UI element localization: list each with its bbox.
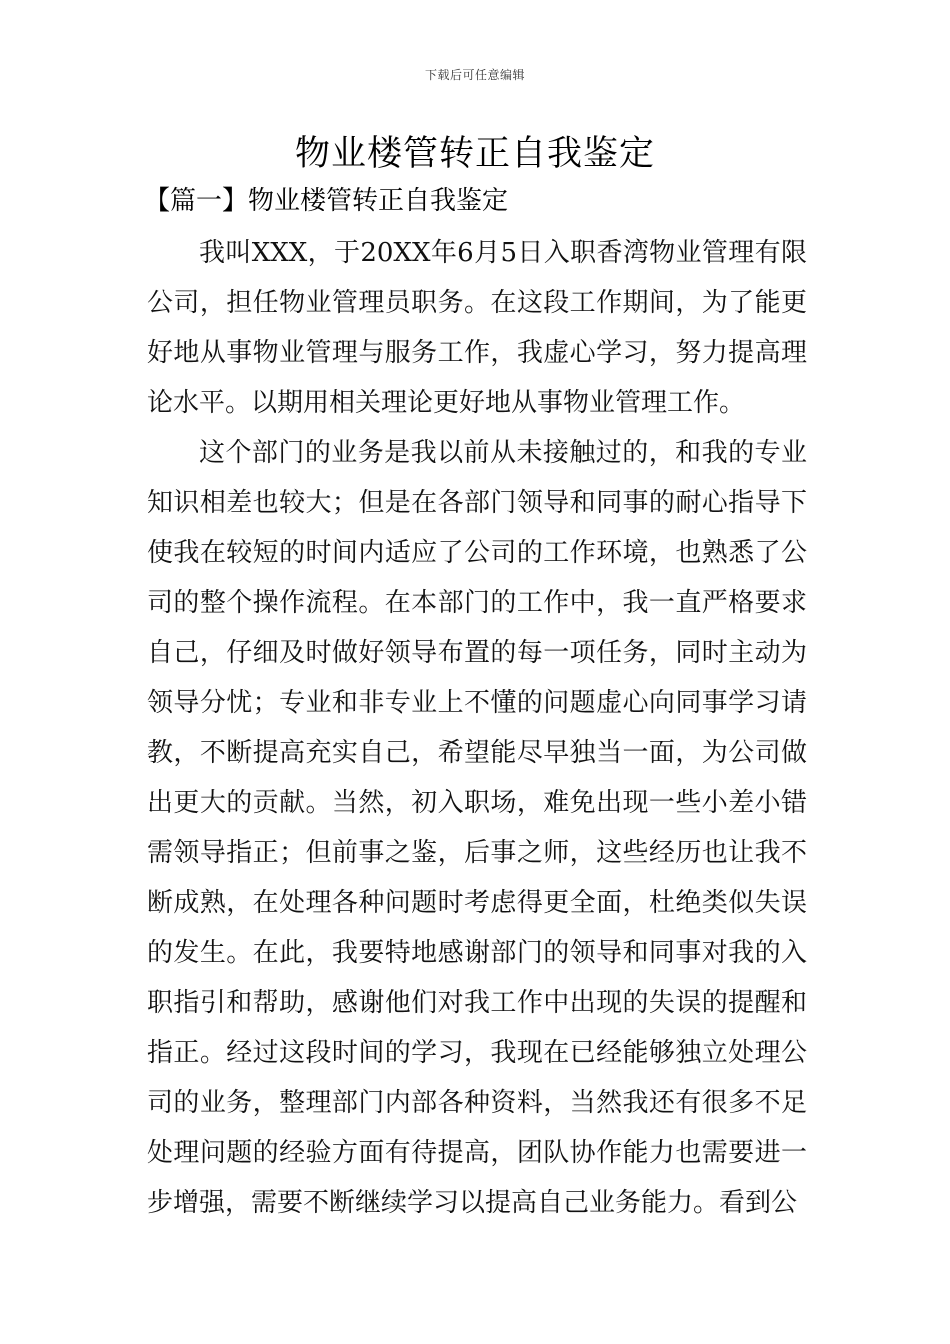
section-heading: 【篇一】物业楼管转正自我鉴定 xyxy=(144,186,509,216)
header-note: 下载后可任意编辑 xyxy=(424,68,525,82)
paragraph: 我叫XXX，于20XX年6月5日入职香湾物业管理有限公司，担任物业管理员职务。在这段工作期间，为了能更好地从事物业管理与服务工作，我虚心学习，努力提高理论水平。以期用相关理论更好地从事物业管理工作。 xyxy=(147,238,807,418)
document-title: 物业楼管转正自我鉴定 xyxy=(294,134,655,174)
document-body xyxy=(147,228,807,1228)
paragraph: 这个部门的业务是我以前从未接触过的，和我的专业知识相差也较大；但是在各部门领导和同事的耐心指导下使我在较短的时间内适应了公司的工作环境，也熟悉了公司的整个操作流程。在本部门的工作中，我一直严格要求自己，仔细及时做好领导布置的每一项任务，同时主动为领导分忧；专业和非专业上不懂的问题虚心向同事学习请教，不断提高充实自己，希望能尽早独当一面，为公司做出更大的贡献。当然，初入职场，难免出现一些小差小错需领导指正；但前事之鉴，后事之师，这些经历也让我不断成熟，在处理各种问题时考虑得更全面，杜绝类似失误的发生。在此，我要特地感谢部门的领导和同事对我的入职指引和帮助，感谢他们对我工作中出现的失误的提醒和指正。经过这段时间的学习，我现在已经能够独立处理公司的业务，整理部门内部各种资料，当然我还有很多不足处理问题的经验方面有待提高，团队协作能力也需要进一步增强，需要不断继续学习以提高自己业务能力。看到公 xyxy=(147,438,807,1218)
